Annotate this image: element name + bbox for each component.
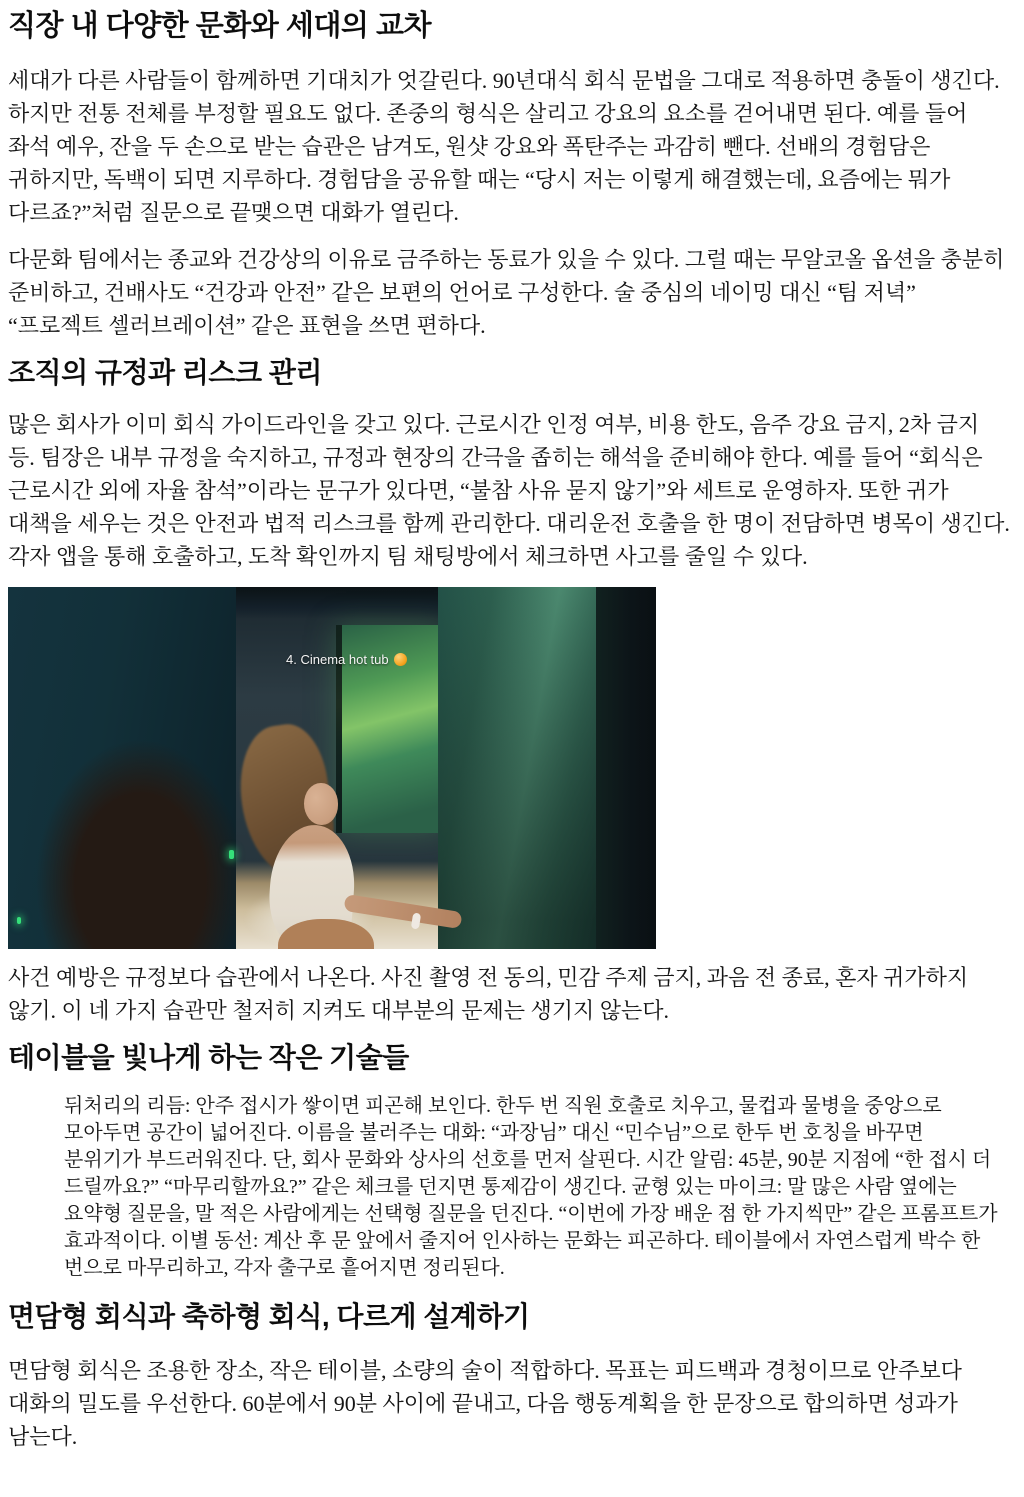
tips-blockquote: 뒤처리의 리듬: 안주 접시가 쌓이면 피곤해 보인다. 한두 번 직원 호출로 치우고, 물컵과 물병을 중앙으로 모아두면 공간이 넓어진다. 이름을 불러주는 대화: “과장님” 대신 “민수님”으로 한두 번 호칭을 바꾸면 분위기가 부드러워진다. 단, 회사 문화와 상사의 선호를 먼저 살핀다. 시간 알림: 45분, 90분 지점에 “한 접시 더 드릴까요?” “마무리할까요?” 같은 체크를 던지면 통제감이 생긴다. 균형 있는 마이크: 말 많은 사람 옆에는 요약형 질문을, 말 적은 사람에게는 선택형 질문을 던진다. “이번에 가장 배운 점 한 가지씩만” 같은 프롬프트가 효과적이다. 이별 동선: 계산 후 문 앞에서 줄지어 인사하는 문화는 피곤하다. 테이블에서 자연스럽게 박수 한 번으로 마무리하고, 각자 출구로 흩어지면 정리된다. — [64, 1095, 998, 1279]
photo-right-dark-band — [596, 587, 656, 949]
photo-left-blur-panel — [8, 587, 236, 949]
page-title: 직장 내 다양한 문화와 세대의 교차 — [8, 10, 431, 42]
paragraph-rules-1: 많은 회사가 이미 회식 가이드라인을 갖고 있다. 근로시간 인정 여부, 비용 한도, 음주 강요 금지, 2차 금지 등. 팀장은 내부 규정을 숙지하고, 규정과 현장의 간극을 좁히는 해석을 준비해야 한다. 예를 들어 “회식은 근로시간 외에 자율 참석”이라는 문구가 있다면, “불참 사유 묻지 않기”와 세트로 운영하자. 또한 귀가 대책을 세우는 것은 안전과 법적 리스크를 함께 관리한다. 대리운전 호출을 한 명이 전담하면 병목이 생긴다. 각자 앱을 통해 호출하고, 도착 확인까지 팀 채팅방에서 체크하면 사고를 줄일 수 있다. — [8, 412, 1010, 569]
woman-figure — [236, 587, 438, 949]
woman-face — [304, 783, 338, 825]
article-image — [8, 587, 656, 949]
section-heading-rules: 조직의 규정과 리스크 관리 — [8, 357, 322, 388]
video-caption-text: 4. Cinema hot tub — [286, 652, 389, 667]
green-led-icon — [229, 850, 234, 859]
section-heading-formats: 면담형 회식과 축하형 회식, 다르게 설계하기 — [8, 1301, 530, 1332]
green-led-icon — [17, 917, 21, 924]
woman-wristband — [411, 912, 421, 929]
article — [8, 8, 1010, 1453]
paragraph-formats-1: 면담형 회식은 조용한 장소, 작은 테이블, 소량의 술이 적합하다. 목표는 피드백과 경청이므로 안주보다 대화의 밀도를 우선한다. 60분에서 90분 사이에 끝내고, 다음 행동계획을 한 문장으로 합의하면 성과가 남는다. — [8, 1358, 962, 1449]
video-caption-overlay — [286, 652, 407, 667]
paragraph-generations-1: 세대가 다른 사람들이 함께하면 기대치가 엇갈린다. 90년대식 회식 문법을 그대로 적용하면 충돌이 생긴다. 하지만 전통 전체를 부정할 필요도 없다. 존중의 형식은 살리고 강요의 요소를 걷어내면 된다. 예를 들어 좌석 예우, 잔을 두 손으로 받는 습관은 남겨도, 원샷 강요와 폭탄주는 과감히 뺀다. 선배의 경험담은 귀하지만, 독백이 되면 지루하다. 경험담을 공유할 때는 “당시 저는 이렇게 해결했는데, 요즘에는 뭐가 다르죠?”처럼 질문으로 끝맺으면 대화가 열린다. — [8, 68, 1000, 225]
section-heading-table-skills: 테이블을 빛나게 하는 작은 기술들 — [8, 1042, 409, 1073]
paragraph-rules-2: 사건 예방은 규정보다 습관에서 나온다. 사진 촬영 전 동의, 민감 주제 금지, 과음 전 종료, 혼자 귀가하지 않기. 이 네 가지 습관만 철저히 지켜도 대부분의 문제는 생기지 않는다. — [8, 965, 969, 1023]
exploding-head-emoji-icon — [394, 653, 407, 666]
paragraph-generations-2: 다문화 팀에서는 종교와 건강상의 이유로 금주하는 동료가 있을 수 있다. 그럴 때는 무알코올 옵션을 충분히 준비하고, 건배사도 “건강과 안전” 같은 보편의 언어로 구성한다. 술 중심의 네이밍 대신 “팀 저녁” “프로젝트 셀러브레이션” 같은 표현을 쓰면 편하다. — [8, 247, 1005, 338]
photo-right-blur-panel — [438, 587, 596, 949]
photo-center-video — [236, 587, 438, 949]
